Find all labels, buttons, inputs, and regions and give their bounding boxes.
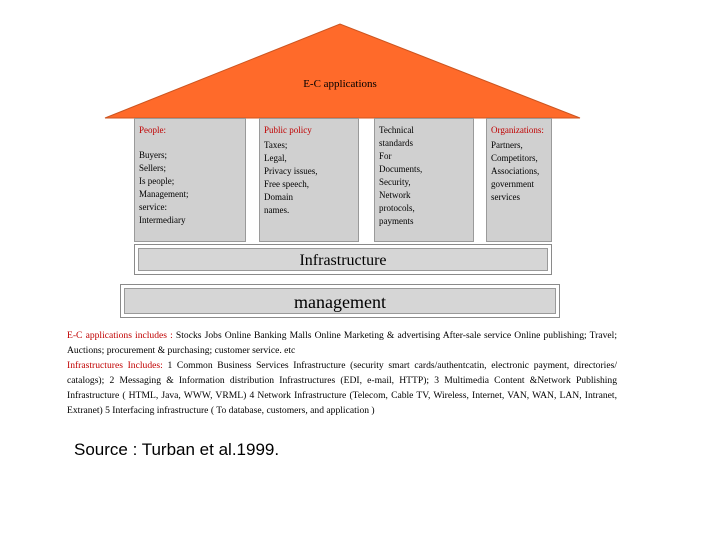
notes-paragraph (67, 328, 617, 418)
infrastructures-text: 1 Common Business Services Infrastructure (security smart cards/authentcatin, electronic payment, directories/ catalogs); 2 Messaging & Information distribution Infrastructures (EDI, e-mail, HTTP); 3 Multimedia Content &Network Publishing Infrastructure ( HTML, Java, WWW, VRML) 4 Network Infrastructure (Telecom, Cable TV, Wireless, Internet, VAN, WAN, LAN, Intranet, Extranet) 5 Interfacing infrastructure ( To database, customers, and application ) (67, 360, 617, 416)
infrastructure-band (134, 244, 552, 275)
infrastructure-label: Infrastructure (299, 252, 387, 269)
pillar-technical-standards (374, 118, 474, 242)
roof-shape (0, 0, 720, 120)
pillar-item: Management; (139, 189, 189, 199)
pillar-item: Documents, (379, 164, 423, 174)
pillar-item: Network (379, 190, 411, 200)
pillar-item: Associations, (491, 166, 540, 176)
pillar-item: government (491, 179, 534, 189)
pillar-item: service: (139, 202, 167, 212)
pillar-item: Privacy issues, (264, 166, 318, 176)
pillar-item: For (379, 151, 392, 161)
pillar-item: Intermediary (139, 215, 186, 225)
roof-title: E-C applications (303, 78, 377, 90)
pillar-title: Technical (379, 125, 414, 135)
pillar-people (134, 118, 246, 242)
pillar-item: Sellers; (139, 163, 166, 173)
applications-label: E-C applications includes : (67, 330, 173, 341)
pillar-item: payments (379, 216, 414, 226)
infrastructures-label: Infrastructures Includes: (67, 360, 163, 371)
pillar-item: services (491, 192, 520, 202)
pillar-public-policy (259, 118, 359, 242)
management-label: management (294, 292, 386, 312)
pillar-title: Organizations: (491, 125, 544, 135)
management-band (120, 284, 560, 318)
applications-text: Stocks Jobs Online Banking Malls Online Marketing & advertising After-sale service Online publishing; Travel; Auctions; procurement & purchasing; customer service. etc (67, 330, 617, 356)
pillar-item: Domain (264, 192, 293, 202)
pillar-organizations (486, 118, 552, 242)
pillar-item: Taxes; (264, 140, 288, 150)
pillar-item: Partners, (491, 140, 523, 150)
source-citation: Source : Turban et al.1999. (74, 440, 280, 459)
pillar-item: Competitors, (491, 153, 538, 163)
pillar-title: Public policy (264, 125, 312, 135)
pillar-item: Buyers; (139, 150, 167, 160)
pillar-item: Legal, (264, 153, 287, 163)
pillar-item: standards (379, 138, 413, 148)
pillar-item: Is people; (139, 176, 175, 186)
pillar-item: Security, (379, 177, 411, 187)
pillar-title: People: (139, 125, 166, 135)
pillar-item: Free speech, (264, 179, 309, 189)
pillar-item: names. (264, 205, 290, 215)
pillar-item: protocols, (379, 203, 415, 213)
